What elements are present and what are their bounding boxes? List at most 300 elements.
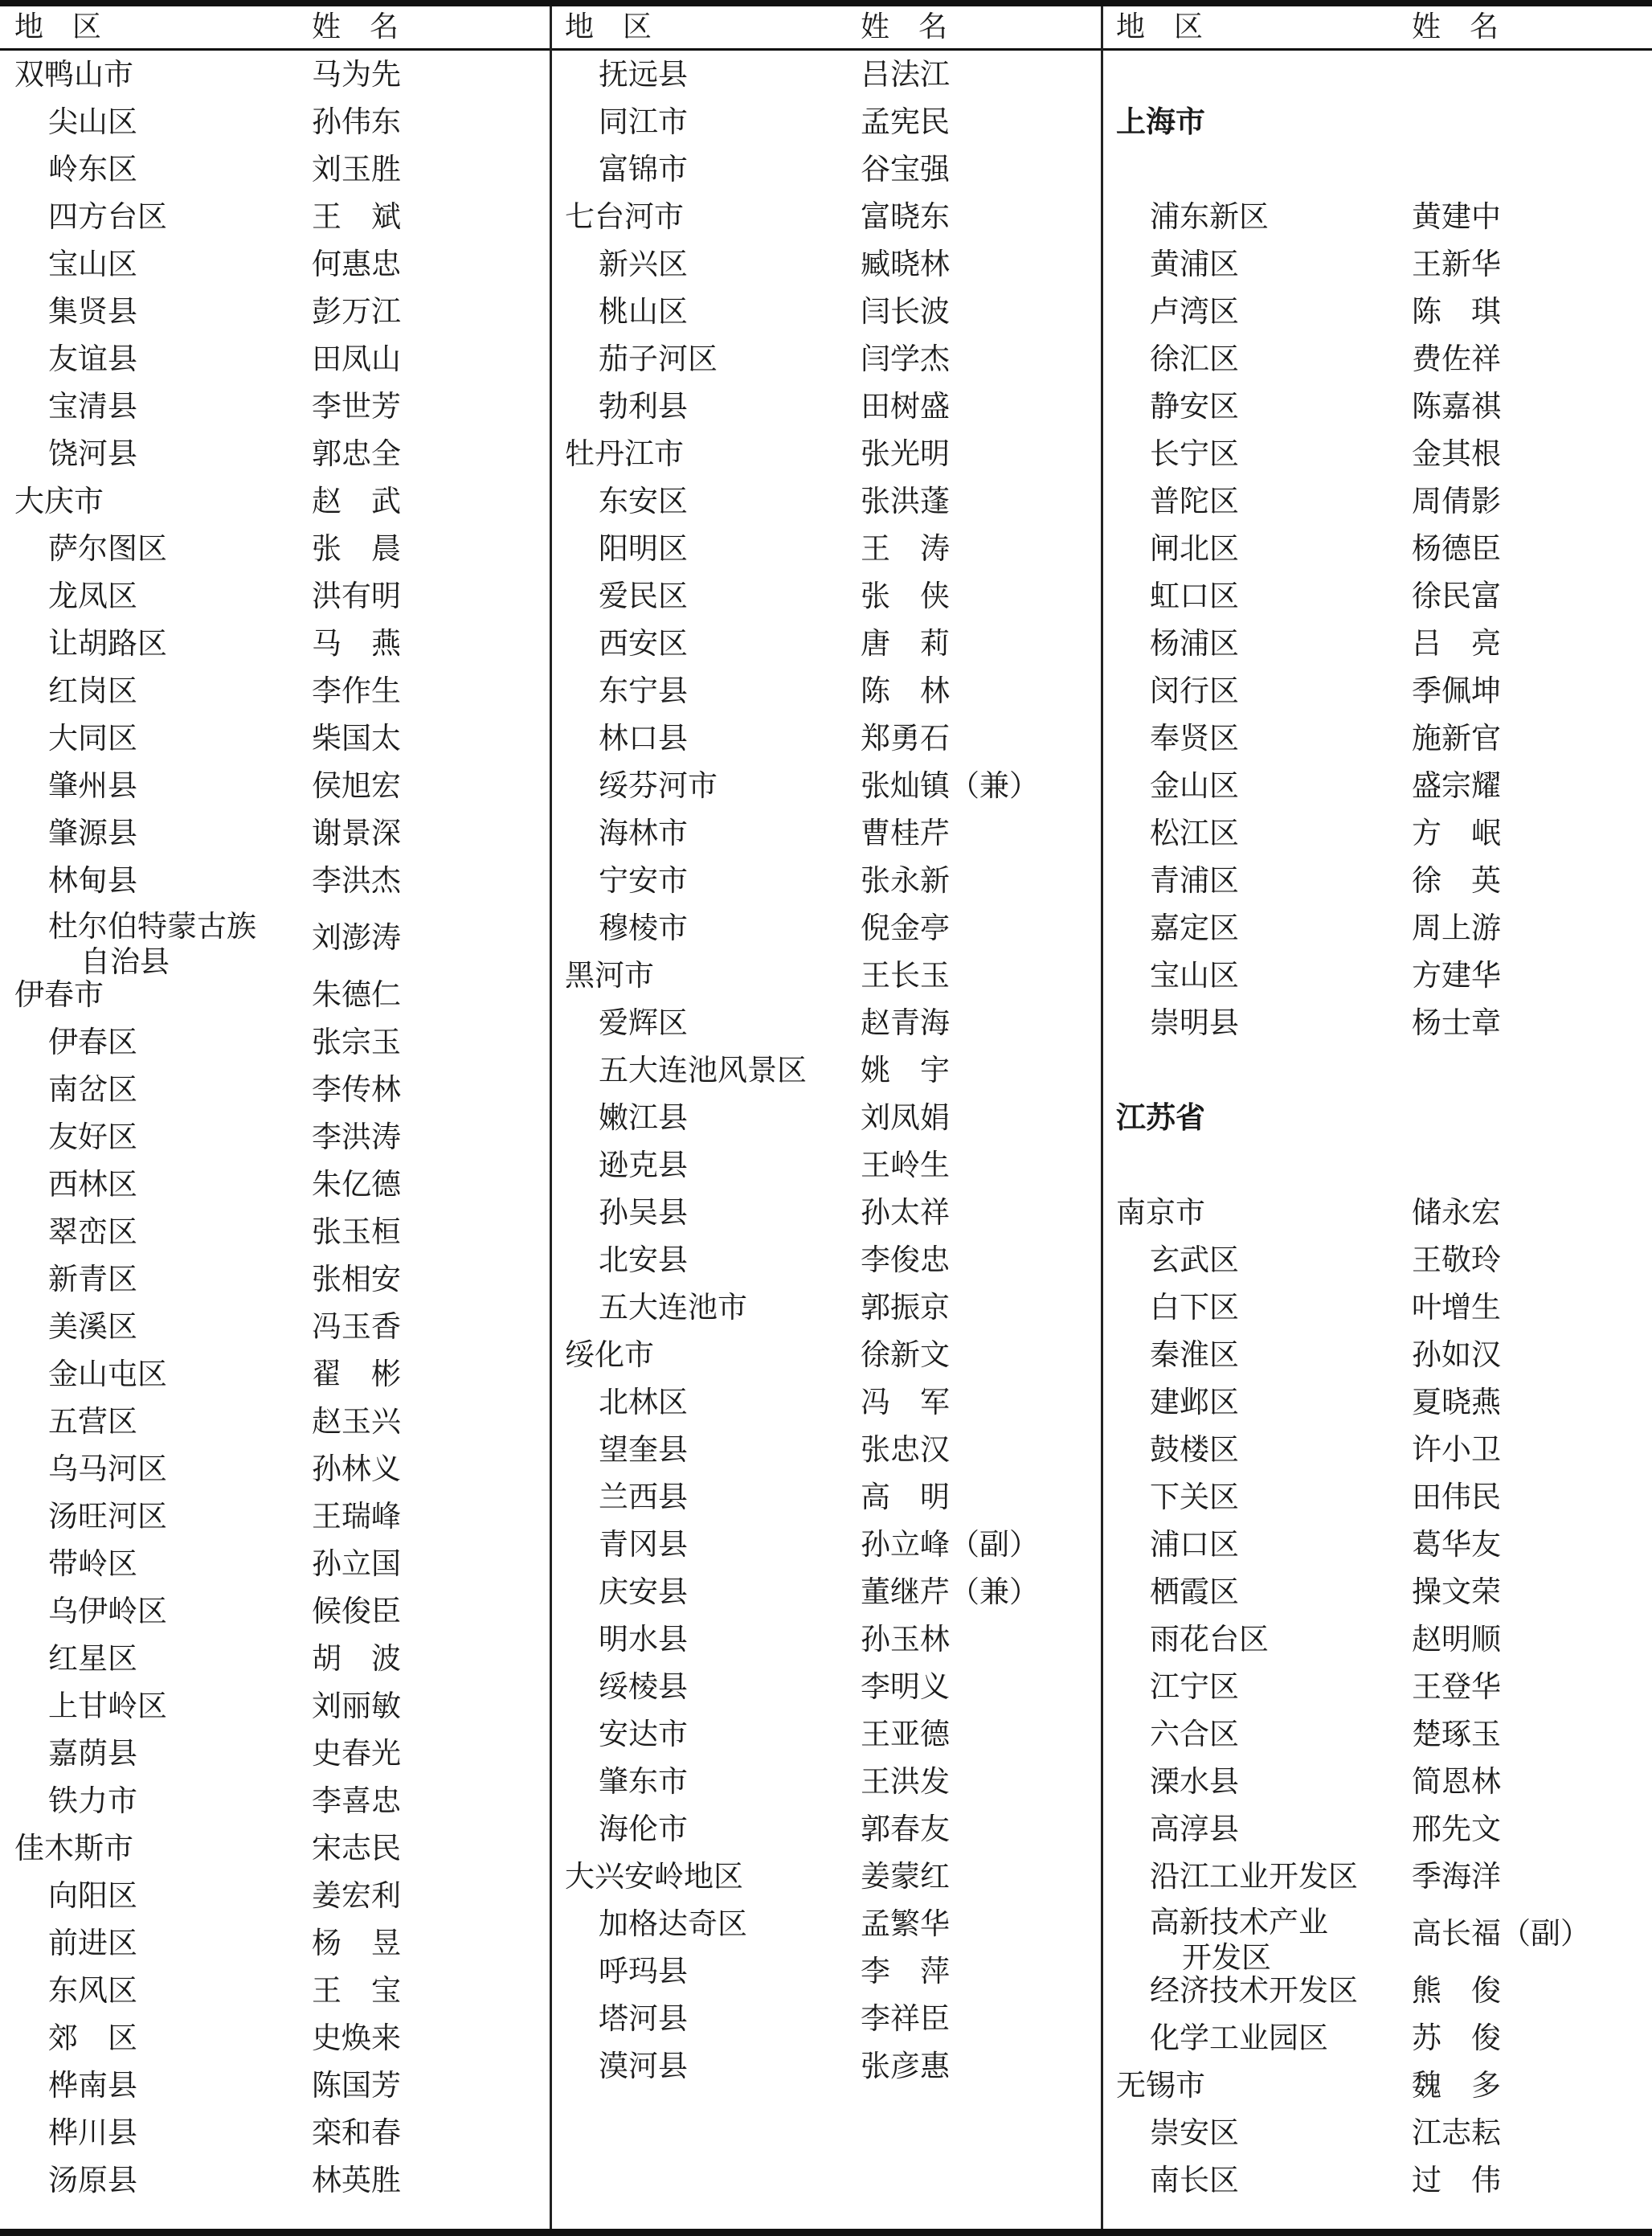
region-cell: [599, 1046, 807, 1094]
region-cell: [599, 525, 688, 572]
official-name: 张彦惠: [861, 2049, 950, 2083]
table-row: [1103, 999, 1652, 1046]
region-text: 富锦市: [599, 152, 688, 186]
region-text: 庆安县: [599, 1575, 688, 1609]
region-text: 宝山区: [48, 247, 137, 281]
official-name: 闫学杰: [861, 342, 950, 376]
table-row: [0, 1777, 550, 1824]
region-cell: [48, 1682, 167, 1730]
table-row: [0, 762, 550, 809]
region-cell: [48, 1919, 137, 1967]
region-text: 上甘岭区: [48, 1689, 167, 1723]
table-row: [0, 1730, 550, 1777]
region-cell: [48, 1730, 137, 1777]
region-text: 南岔区: [48, 1072, 137, 1107]
table-row: [0, 2109, 550, 2156]
table-row: [1103, 2014, 1652, 2062]
region-cell: [1150, 1663, 1239, 1710]
region-header: 地 区: [565, 10, 652, 43]
region-cell: [1150, 525, 1239, 572]
region-cell: [48, 288, 137, 335]
region-text: 大庆市: [14, 484, 104, 518]
official-name: 张相安: [312, 1262, 401, 1296]
table-row: [1103, 1189, 1652, 1236]
region-cell: [48, 1587, 167, 1635]
region-text: 无锡市: [1116, 2068, 1205, 2103]
region-text: 铁力市: [48, 1783, 137, 1818]
official-name: 马为先: [312, 57, 401, 92]
region-cell: [599, 1426, 688, 1473]
region-text: 林甸县: [48, 863, 137, 898]
table-row: [1103, 430, 1652, 477]
official-name: 史焕来: [312, 2021, 401, 2055]
official-name: 何惠忠: [312, 247, 401, 281]
region-cell: [1150, 1426, 1239, 1473]
official-name: 黄建中: [1412, 199, 1501, 234]
official-name: 李明义: [861, 1669, 950, 1704]
table-row: [0, 1540, 550, 1587]
name-header: 姓 名: [1412, 10, 1499, 43]
region-cell: [1150, 1473, 1239, 1521]
table-row: [552, 620, 1101, 667]
region-cell: [1150, 383, 1239, 430]
region-text: 东宁县: [599, 674, 688, 708]
official-name: 杨 昱: [312, 1926, 401, 1960]
region-text: 浦东新区: [1150, 199, 1269, 234]
official-name: 陈 林: [861, 674, 950, 708]
region-cell: [1116, 2062, 1205, 2109]
table-row: [1103, 857, 1652, 904]
official-name: 李喜忠: [312, 1783, 401, 1818]
table-row: [1103, 1663, 1652, 1710]
official-name: 高长福（副）: [1412, 1916, 1590, 1951]
region-cell: [48, 525, 167, 572]
table-row: [0, 857, 550, 904]
official-name: 徐新文: [861, 1337, 950, 1372]
region-text: 兰西县: [599, 1480, 688, 1514]
region-text: 汤原县: [48, 2163, 137, 2197]
region-text: 集贤县: [48, 294, 137, 329]
table-row: [0, 288, 550, 335]
table-row: [0, 572, 550, 620]
table-row: [0, 477, 550, 525]
region-cell: [48, 1872, 137, 1919]
region-cell: [48, 715, 137, 762]
table-row: [552, 477, 1101, 525]
official-name: 孙如汉: [1412, 1337, 1501, 1372]
official-name: 姜蒙红: [861, 1859, 950, 1894]
official-name: 王 斌: [312, 199, 401, 234]
region-text: 浦口区: [1150, 1527, 1239, 1562]
official-name: 富晓东: [861, 199, 950, 234]
region-text: 爱民区: [599, 579, 688, 613]
region-cell: [599, 335, 718, 383]
table-row: [1103, 1900, 1652, 1975]
table-row: [1103, 240, 1652, 288]
region-text: 雨花台区: [1150, 1622, 1269, 1657]
table-row: [0, 1208, 550, 1255]
region-cell: [599, 1616, 688, 1663]
region-cell: [48, 1018, 137, 1066]
table-row: [1103, 809, 1652, 857]
official-name: 朱德仁: [312, 977, 401, 1012]
table-row: [0, 1398, 550, 1445]
table-row: [0, 620, 550, 667]
region-text: 漠河县: [599, 2049, 688, 2083]
table-row: [1103, 525, 1652, 572]
official-name: 李洪涛: [312, 1120, 401, 1154]
table-row: [0, 1445, 550, 1493]
region-text: 绥棱县: [599, 1669, 688, 1704]
official-name: 刘凤娟: [861, 1100, 950, 1135]
region-text: 安达市: [599, 1717, 688, 1751]
region-cell: [1150, 240, 1239, 288]
region-cell: [599, 1805, 688, 1853]
table-row: [552, 999, 1101, 1046]
region-cell: [1150, 762, 1239, 809]
table-row: [1103, 145, 1652, 193]
region-text-continued: 开发区: [1182, 1940, 1271, 1975]
section-heading-row: [1103, 98, 1652, 145]
table-row: [0, 193, 550, 240]
table-row: [0, 971, 550, 1018]
region-cell: [48, 430, 137, 477]
region-text: 友好区: [48, 1120, 137, 1154]
table-row: [0, 1161, 550, 1208]
region-text: 爱辉区: [599, 1005, 688, 1040]
region-cell: [48, 1066, 137, 1113]
region-cell: [599, 1094, 688, 1141]
table-row: [552, 430, 1101, 477]
official-name: 季海洋: [1412, 1859, 1501, 1894]
official-name: 王亚德: [861, 1717, 950, 1751]
region-text: 徐汇区: [1150, 342, 1239, 376]
table-row: [1103, 1331, 1652, 1378]
official-name: 孙太祥: [861, 1195, 950, 1230]
region-cell: [48, 909, 256, 980]
region-cell: [48, 1303, 137, 1350]
table-row: [1103, 1236, 1652, 1284]
region-text: 桃山区: [599, 294, 688, 329]
table-row: [552, 1521, 1101, 1568]
region-cell: [1150, 667, 1239, 715]
official-name: 魏 多: [1412, 2068, 1501, 2103]
region-cell: [48, 145, 137, 193]
table-row: [0, 1682, 550, 1730]
region-cell: [1150, 952, 1239, 999]
table-row: [1103, 2062, 1652, 2109]
region-text: 高淳县: [1150, 1812, 1239, 1846]
region-cell: [48, 1967, 137, 2014]
official-name: 翟 彬: [312, 1357, 401, 1391]
table-row: [0, 809, 550, 857]
official-name: 王岭生: [861, 1148, 950, 1182]
table-row: [0, 335, 550, 383]
region-text: 六合区: [1150, 1717, 1239, 1751]
region-cell: [48, 809, 137, 857]
region-cell: [48, 383, 137, 430]
province-heading: 上海市: [1116, 104, 1205, 139]
table-row: [1103, 1378, 1652, 1426]
region-text: 虹口区: [1150, 579, 1239, 613]
region-cell: [599, 240, 688, 288]
official-name: 金其根: [1412, 436, 1501, 471]
official-name: 张永新: [861, 863, 950, 898]
official-name: 闫长波: [861, 294, 950, 329]
region-cell: [1150, 715, 1239, 762]
table-row: [1103, 952, 1652, 999]
region-cell: [1150, 2014, 1328, 2062]
region-text: 四方台区: [48, 199, 167, 234]
table-row: [552, 572, 1101, 620]
table-row: [0, 1493, 550, 1540]
region-text: 化学工业园区: [1150, 2021, 1328, 2055]
table-row: [1103, 572, 1652, 620]
official-name: 季佩坤: [1412, 674, 1501, 708]
official-name: 孟宪民: [861, 104, 950, 139]
table-row: [0, 240, 550, 288]
table-row: [1103, 1710, 1652, 1758]
region-cell: [599, 1521, 688, 1568]
official-name: 张玉桓: [312, 1214, 401, 1249]
official-name: 方 岷: [1412, 816, 1501, 850]
table-row: [552, 145, 1101, 193]
region-cell: [14, 477, 104, 525]
official-name: 刘丽敏: [312, 1689, 401, 1723]
region-cell: [599, 51, 688, 98]
region-cell: [1150, 1568, 1239, 1616]
region-cell: [1150, 857, 1239, 904]
official-name: 简恩林: [1412, 1764, 1501, 1799]
region-text: 五大连池风景区: [599, 1053, 807, 1087]
official-name: 许小卫: [1412, 1432, 1501, 1467]
table-row: [552, 952, 1101, 999]
region-cell: [48, 1208, 137, 1255]
region-text: 伊春市: [14, 977, 104, 1012]
region-text: 带岭区: [48, 1546, 137, 1581]
region-text: 崇安区: [1150, 2115, 1239, 2150]
region-text: 肇州县: [48, 768, 137, 803]
table-row: [1103, 1473, 1652, 1521]
official-name: 倪金亭: [861, 911, 950, 945]
region-text: 江宁区: [1150, 1669, 1239, 1704]
official-name: 李世芳: [312, 389, 401, 424]
region-cell: [599, 383, 688, 430]
official-name: 陈嘉祺: [1412, 389, 1501, 424]
table-row: [552, 1947, 1101, 1995]
region-text: 大兴安岭地区: [565, 1859, 743, 1894]
region-text: 鼓楼区: [1150, 1432, 1239, 1467]
region-text: 北林区: [599, 1385, 688, 1419]
region-cell: [1150, 193, 1269, 240]
official-name: 杨士章: [1412, 1005, 1501, 1040]
official-name: 林英胜: [312, 2163, 401, 2197]
table-row: [1103, 1568, 1652, 1616]
region-cell: [48, 1113, 137, 1161]
table-row: [552, 193, 1101, 240]
table-row: [552, 51, 1101, 98]
table-row: [0, 1872, 550, 1919]
table-row: [552, 98, 1101, 145]
region-text: 宝清县: [48, 389, 137, 424]
name-header: 姓 名: [312, 10, 399, 43]
table-row: [552, 667, 1101, 715]
region-cell: [1150, 1236, 1239, 1284]
official-name: 赵青海: [861, 1005, 950, 1040]
official-name: 赵玉兴: [312, 1404, 401, 1439]
region-cell: [1150, 477, 1239, 525]
region-text: 伊春区: [48, 1025, 137, 1059]
region-cell: [565, 193, 684, 240]
official-name: 郭振京: [861, 1290, 950, 1325]
official-name: 洪有明: [312, 579, 401, 613]
table-row: [0, 98, 550, 145]
region-text: 郊 区: [48, 2021, 137, 2055]
region-text: 饶河县: [48, 436, 137, 471]
region-text: 青冈县: [599, 1527, 688, 1562]
official-name: 孙玉林: [861, 1622, 950, 1657]
official-name: 李洪杰: [312, 863, 401, 898]
table-row: [0, 525, 550, 572]
official-name: 张宗玉: [312, 1025, 401, 1059]
region-text: 茄子河区: [599, 342, 718, 376]
region-text: 崇明县: [1150, 1005, 1239, 1040]
region-text: 闵行区: [1150, 674, 1239, 708]
region-cell: [1150, 1521, 1239, 1568]
official-name: 王敬玲: [1412, 1243, 1501, 1277]
table-row: [1103, 620, 1652, 667]
official-name: 孙立国: [312, 1546, 401, 1581]
region-text: 沿江工业开发区: [1150, 1859, 1358, 1894]
region-text: 绥芬河市: [599, 768, 718, 803]
region-cell: [1150, 620, 1239, 667]
region-cell: [1150, 1905, 1328, 1976]
region-text: 西林区: [48, 1167, 137, 1202]
official-name: 冯 军: [861, 1385, 950, 1419]
official-name: 王洪发: [861, 1764, 950, 1799]
region-text: 普陀区: [1150, 484, 1239, 518]
region-text: 双鸭山市: [14, 57, 133, 92]
region-text: 乌伊岭区: [48, 1594, 167, 1628]
name-header: 姓 名: [861, 10, 948, 43]
region-text: 抚远县: [599, 57, 688, 92]
table-row: [552, 1141, 1101, 1189]
table-row: [552, 1710, 1101, 1758]
region-text: 逊克县: [599, 1148, 688, 1182]
official-name: 高 明: [861, 1480, 950, 1514]
table-row: [1103, 1758, 1652, 1805]
official-name: 费佐祥: [1412, 342, 1501, 376]
official-name: 孙林义: [312, 1452, 401, 1486]
region-cell: [1150, 1853, 1358, 1900]
table-row: [552, 288, 1101, 335]
region-cell: [48, 857, 137, 904]
region-cell: [599, 1758, 688, 1805]
region-cell: [14, 971, 104, 1018]
region-text: 向阳区: [48, 1878, 137, 1913]
table-row: [552, 1853, 1101, 1900]
region-cell: [599, 667, 688, 715]
official-name: 张忠汉: [861, 1432, 950, 1467]
region-cell: [1150, 1284, 1239, 1331]
region-cell: [48, 1445, 167, 1493]
official-name: 杨德臣: [1412, 531, 1501, 566]
official-name: 盛宗耀: [1412, 768, 1501, 803]
region-text: 萨尔图区: [48, 531, 167, 566]
official-name: 李传林: [312, 1072, 401, 1107]
table-row: [552, 1046, 1101, 1094]
region-cell: [1150, 2109, 1239, 2156]
official-name: 史春光: [312, 1736, 401, 1771]
region-text: 勃利县: [599, 389, 688, 424]
region-cell: [599, 1141, 688, 1189]
region-cell: [599, 98, 688, 145]
region-text: 南京市: [1116, 1195, 1205, 1230]
official-name: 李祥臣: [861, 2001, 950, 2036]
official-name: 周倩影: [1412, 484, 1501, 518]
table-row: [0, 2156, 550, 2204]
region-text: 七台河市: [565, 199, 684, 234]
region-text: 岭东区: [48, 152, 137, 186]
region-text: 龙凤区: [48, 579, 137, 613]
region-text: 奉贤区: [1150, 721, 1239, 756]
official-name: 吕法江: [861, 57, 950, 92]
region-text: 经济技术开发区: [1150, 1973, 1358, 2008]
region-cell: [1150, 572, 1239, 620]
region-cell: [565, 1331, 654, 1378]
region-text: 乌马河区: [48, 1452, 167, 1486]
table-row: [552, 1473, 1101, 1521]
table-row: [552, 1616, 1101, 1663]
official-name: 赵明顺: [1412, 1622, 1501, 1657]
table-row: [0, 1587, 550, 1635]
region-text: 美溪区: [48, 1309, 137, 1344]
official-name: 过 伟: [1412, 2163, 1501, 2197]
region-cell: [599, 1378, 688, 1426]
region-text: 穆棱市: [599, 911, 688, 945]
table-row: [552, 857, 1101, 904]
table-row: [1103, 1616, 1652, 1663]
table-row: [552, 240, 1101, 288]
table-row: [0, 1255, 550, 1303]
official-name: 候俊臣: [312, 1594, 401, 1628]
region-text: 新兴区: [599, 247, 688, 281]
region-cell: [599, 999, 688, 1046]
table-row: [0, 1303, 550, 1350]
table-row: [552, 2042, 1101, 2090]
table-row: [552, 904, 1101, 952]
region-cell: [599, 288, 688, 335]
table-row: [0, 51, 550, 98]
table-row: [552, 1094, 1101, 1141]
official-name: 王新华: [1412, 247, 1501, 281]
table-row: [0, 430, 550, 477]
region-text: 金山屯区: [48, 1357, 167, 1391]
section-heading-row: [1103, 1094, 1652, 1141]
region-cell: [48, 1540, 137, 1587]
table-row: [0, 1018, 550, 1066]
table-row: [0, 904, 550, 979]
region-text: 溧水县: [1150, 1764, 1239, 1799]
region-header: 地 区: [14, 10, 102, 43]
region-text: 秦淮区: [1150, 1337, 1239, 1372]
region-cell: [14, 1824, 133, 1872]
region-cell: [1150, 1331, 1239, 1378]
region-cell: [599, 1900, 747, 1947]
official-name: 胡 波: [312, 1641, 401, 1676]
region-text: 杨浦区: [1150, 626, 1239, 661]
official-name: 唐 莉: [861, 626, 950, 661]
